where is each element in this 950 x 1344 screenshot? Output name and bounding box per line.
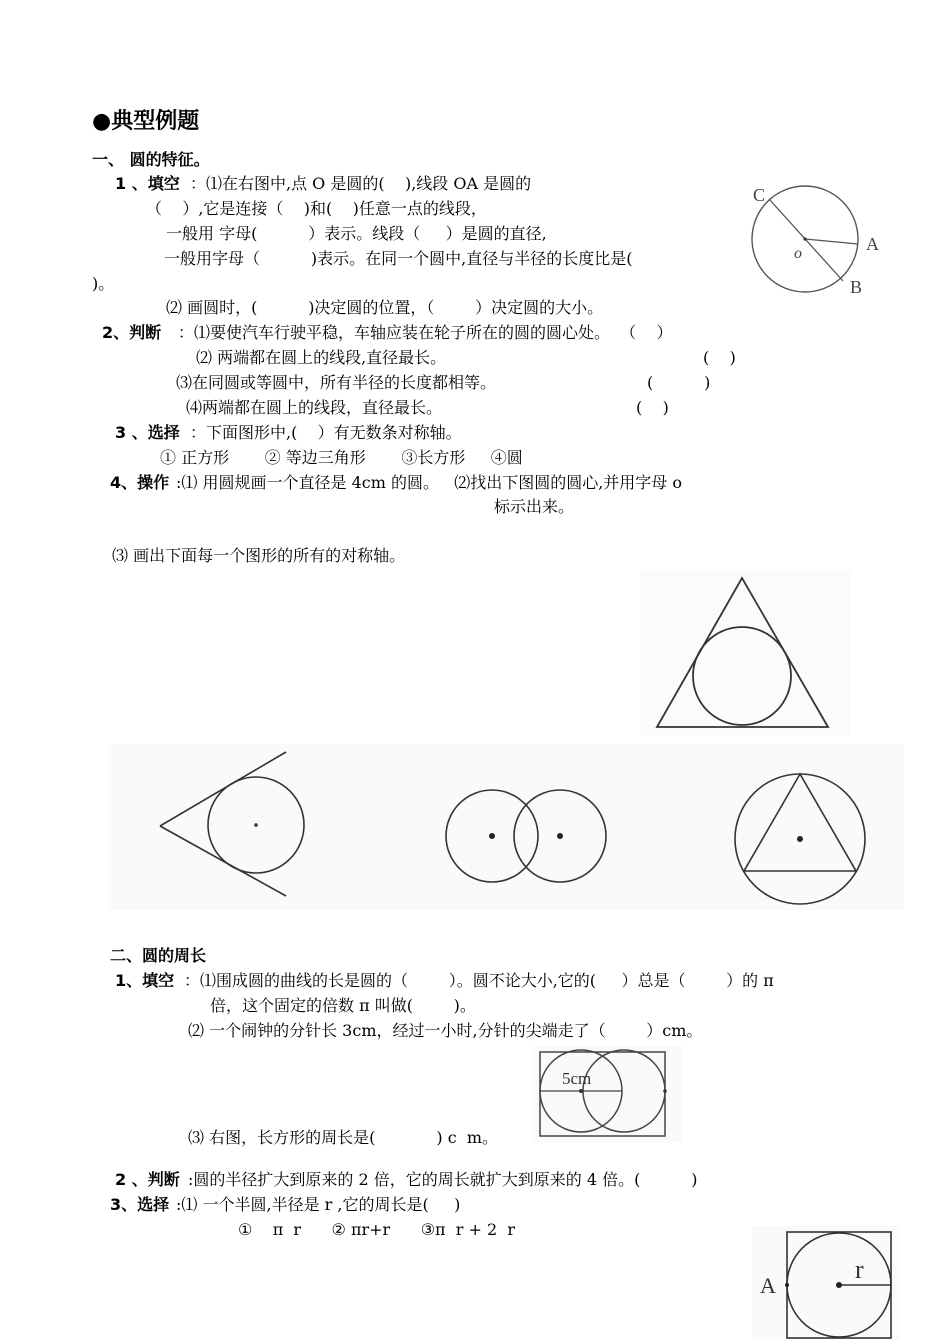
q4-label: 4、操作 (110, 473, 170, 492)
page-heading: ●典型例题 (92, 109, 200, 134)
symmetry-figures-row (108, 744, 904, 910)
square-circle-figure (752, 1226, 900, 1340)
label-c: C (753, 185, 766, 205)
s2-q3-options: ① π r ② πr+r ③π r + 2 r (238, 1220, 515, 1239)
q2-line3-mark: ( ) (647, 373, 711, 392)
q1-line1: ：⑴在右图中,点 O 是圆的( ),线段 OA 是圆的 (190, 174, 532, 193)
tangent-circle-center (254, 823, 258, 827)
triangle-incircle-figure (640, 570, 850, 735)
q1-line5: )。 (92, 274, 115, 293)
q2-line4-mark: ( ) (636, 398, 669, 417)
q2-line1: ：⑴要使汽车行驶平稳，车轴应装在轮子所在的圆的圆心处。 （ ） (178, 323, 673, 342)
label-r: r (855, 1255, 864, 1284)
section2-title: 二、圆的周长 (110, 946, 207, 965)
s2-q1-line2: 倍，这个固定的倍数 π 叫做( )。 (210, 996, 476, 1015)
circle-center (836, 1282, 842, 1288)
center-dot (803, 237, 806, 240)
label-b: B (850, 277, 863, 297)
s2-q2-line1: :圆的半径扩大到原来的 2 倍，它的周长就扩大到原来的 4 倍。( ) (188, 1170, 698, 1189)
section1-title: 一、 圆的特征。 (92, 150, 210, 169)
label-a: A (866, 234, 879, 254)
q2-line2: ⑵ 两端都在圆上的线段,直径最长。 (196, 348, 447, 367)
q1-line4: 一般用字母（ )表示。在同一个圆中,直径与半径的长度比是( (164, 249, 633, 268)
s2-q1-line3: ⑵ 一个闹钟的分针长 3cm，经过一小时,分针的尖端走了（ ）cm。 (188, 1021, 703, 1040)
q2-line4: ⑷两端都在圆上的线段，直径最长。 (186, 398, 443, 417)
q1-line2: （ ）,它是连接（ )和( )任意一点的线段， (146, 199, 487, 218)
circumcircle-center (797, 836, 803, 842)
edge-dot (663, 1089, 667, 1093)
overlap-center-right (557, 833, 563, 839)
q1-line6: ⑵ 画圆时，( )决定圆的位置，（ ）决定圆的大小。 (166, 298, 604, 317)
s2-q3-line1: :⑴ 一个半圆,半径是 r ,它的周长是( ) (176, 1195, 461, 1214)
s2-q1-label: 1、填空 (115, 971, 175, 990)
diameter-dot (579, 1089, 583, 1093)
s2-q3-label: 3、选择 (110, 1195, 170, 1214)
q4-line2: 标示出来。 (494, 497, 575, 516)
circle-figure (736, 172, 886, 302)
q3-line1: ：下面图形中,( ）有无数条对称轴。 (190, 423, 462, 442)
q2-line2-mark: ( ) (703, 348, 736, 367)
s2-q2-label: 2 、判断 (115, 1170, 180, 1189)
radius-oa (805, 239, 858, 244)
rectangle-two-circles-figure (532, 1046, 682, 1142)
s2-q1-line1: ：⑴围成圆的曲线的长是圆的（ ）。圆不论大小,它的( ）总是（ ）的 π (184, 971, 774, 990)
q3-label: 3 、选择 (115, 423, 180, 442)
q4-line3: ⑶ 画出下面每一个图形的所有的对称轴。 (112, 546, 406, 565)
s2-q1-line4: ⑶ 右图，长方形的周长是( ) c m。 (188, 1128, 498, 1147)
q2-line3: ⑶在同圆或等圆中，所有半径的长度都相等。 (176, 373, 497, 392)
q1-label: 1 、填空 (115, 174, 180, 193)
label-a: A (760, 1273, 776, 1298)
q4-line1: :⑴ 用圆规画一个直径是 4cm 的圆。 ⑵找出下图圆的圆心,并用字母 o (176, 473, 683, 492)
rect-label-5cm: 5cm (562, 1069, 592, 1088)
label-o: o (794, 245, 802, 262)
q2-label: 2、判断 (102, 323, 162, 342)
point-a-dot (785, 1283, 789, 1287)
q1-line3: 一般用 字母( ）表示。线段（ ）是圆的直径, (166, 224, 547, 243)
q3-options: ① 正方形 ② 等边三角形 ③长方形 ④圆 (160, 448, 523, 467)
overlap-center-left (489, 833, 495, 839)
